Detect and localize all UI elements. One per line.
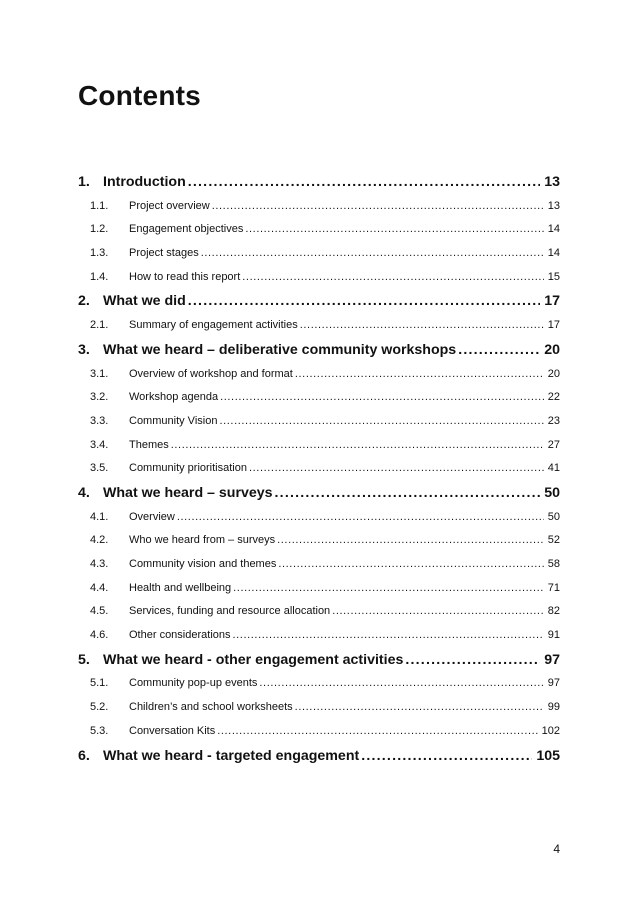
toc-entry-page: 97 [544,651,560,668]
toc-section-4[interactable] [78,481,560,506]
toc-entry-number: 5.3. [90,724,109,737]
toc-entry-label: Project overview [129,199,210,212]
toc-leader-dots [249,457,544,481]
toc-leader-dots [233,577,544,601]
toc-entry-label: Health and wellbeing [129,581,232,594]
toc-subsection-1-2[interactable] [78,218,560,242]
toc-subsection-4-5[interactable] [78,600,560,624]
toc-entry-number: 3.1. [90,367,109,380]
toc-entry-page: 17 [547,319,560,332]
toc-entry-label: Who we heard from – surveys [129,534,276,547]
toc-entry-number: 5.1. [90,677,109,690]
toc-leader-dots [405,648,540,673]
toc-entry-page: 50 [547,510,560,523]
toc-leader-dots [275,481,541,506]
toc-entry-label: Overview [129,510,175,523]
toc-entry-number: 1.2. [90,223,109,236]
toc-leader-dots [361,744,532,769]
toc-subsection-4-4[interactable] [78,577,560,601]
toc-entry-page: 71 [547,581,560,594]
toc-entry-label: Community Vision [129,414,218,427]
toc-entry-number: 1.1. [90,199,109,212]
toc-entry-page: 23 [547,414,560,427]
toc-leader-dots [300,314,544,338]
toc-entry-label: What we heard - targeted engagement [103,747,360,764]
toc-leader-dots [220,386,544,410]
toc-entry-page: 20 [544,341,560,358]
toc-leader-dots [277,529,544,553]
toc-leader-dots [259,672,543,696]
toc-entry-label: What we did [103,293,186,310]
toc-entry-number: 4.5. [90,605,109,618]
toc-entry-number: 3.4. [90,438,109,451]
toc-entry-label: Services, funding and resource allocation [129,605,331,618]
toc-entry-number: 5.2. [90,701,109,714]
toc-entry-number: 3.2. [90,391,109,404]
toc-leader-dots [188,289,540,314]
toc-section-3[interactable] [78,338,560,363]
toc-subsection-4-3[interactable] [78,553,560,577]
toc-entry-label: Community pop-up events [129,677,258,690]
toc-subsection-3-4[interactable] [78,434,560,458]
toc-leader-dots [177,506,544,530]
toc-entry-page: 41 [547,462,560,475]
toc-entry-number: 4.6. [90,629,109,642]
toc-subsection-5-2[interactable] [78,696,560,720]
toc-leader-dots [219,410,543,434]
toc-entry-number: 1.4. [90,270,109,283]
toc-entry-page: 50 [544,484,560,501]
toc-entry-label: Workshop agenda [129,391,219,404]
toc-entry-number: 2.1. [90,319,109,332]
toc-entry-number: 3.3. [90,414,109,427]
toc-subsection-3-3[interactable] [78,410,560,434]
toc-entry-label: What we heard – deliberative community workshops [103,341,457,358]
toc-entry-page: 20 [547,367,560,380]
toc-leader-dots [242,266,543,290]
toc-leader-dots [245,218,543,242]
toc-entry-number: 3. [78,341,90,358]
toc-leader-dots [278,553,543,577]
toc-entry-page: 17 [544,293,560,310]
toc-entry-page: 14 [547,247,560,260]
toc-section-2[interactable] [78,289,560,314]
toc-subsection-5-1[interactable] [78,672,560,696]
toc-leader-dots [332,600,544,624]
toc-entry-number: 4.3. [90,558,109,570]
toc-leader-dots [201,242,544,266]
toc-entry-label: Introduction [103,174,186,190]
table-of-contents [78,170,560,768]
toc-entry-label: What we heard - other engagement activities [103,651,404,668]
toc-entry-number: 4. [78,484,90,501]
toc-entry-page: 52 [547,534,560,547]
toc-entry-number: 3.5. [90,462,109,475]
toc-subsection-5-3[interactable] [78,720,560,744]
toc-entry-label: Summary of engagement activities [129,319,298,332]
toc-entry-label: Themes [129,438,169,451]
toc-entry-number: 1. [78,174,90,190]
page-title: Contents [78,80,201,111]
toc-entry-page: 14 [547,223,560,236]
toc-entry-page: 97 [547,677,560,690]
toc-subsection-3-5[interactable] [78,457,560,481]
toc-entry-label: Conversation Kits [129,724,216,737]
toc-entry-page: 105 [536,747,560,764]
toc-entry-page: 27 [547,438,560,451]
toc-entry-page: 22 [547,391,560,404]
toc-leader-dots [233,624,544,648]
toc-subsection-4-2[interactable] [78,529,560,553]
toc-subsection-3-2[interactable] [78,386,560,410]
toc-subsection-4-6[interactable] [78,624,560,648]
toc-section-5[interactable] [78,648,560,673]
toc-entry-page: 13 [547,199,560,212]
toc-subsection-1-3[interactable] [78,242,560,266]
toc-entry-label: Other considerations [129,629,231,642]
page-number: 4 [553,842,560,856]
toc-entry-label: Overview of workshop and format [129,367,293,380]
toc-entry-number: 4.1. [90,510,109,523]
toc-entry-number: 4.4. [90,581,109,594]
toc-subsection-4-1[interactable] [78,506,560,530]
toc-entry-number: 2. [78,293,90,310]
toc-entry-label: Community prioritisation [129,462,247,475]
toc-entry-label: Project stages [129,247,199,260]
toc-entry-label: Children’s and school worksheets [129,701,293,714]
toc-subsection-2-1[interactable] [78,314,560,338]
toc-section-6[interactable] [78,744,560,769]
toc-entry-label: What we heard – surveys [103,484,273,501]
toc-leader-dots [212,195,544,219]
toc-entry-number: 1.3. [90,247,109,260]
toc-entry-label: Community vision and themes [129,558,277,570]
toc-entry-page: 91 [547,629,560,642]
toc-subsection-1-4[interactable] [78,266,560,290]
toc-entry-page: 13 [544,174,560,190]
toc-leader-dots [295,363,544,387]
toc-entry-page: 99 [547,701,560,714]
toc-entry-number: 4.2. [90,534,109,547]
toc-entry-page: 15 [547,270,560,283]
toc-subsection-1-1[interactable] [78,195,560,219]
toc-entry-page: 82 [547,605,560,618]
toc-leader-dots [458,338,540,363]
toc-entry-page: 102 [541,724,560,737]
toc-entry-number: 6. [78,747,90,764]
toc-section-1[interactable] [78,170,560,195]
toc-leader-dots [217,720,537,744]
toc-leader-dots [188,170,540,195]
toc-entry-page: 58 [547,558,560,570]
toc-subsection-3-1[interactable] [78,363,560,387]
toc-entry-label: Engagement objectives [129,223,244,236]
toc-leader-dots [171,434,544,458]
toc-entry-number: 5. [78,651,90,668]
toc-leader-dots [295,696,544,720]
toc-entry-label: How to read this report [129,270,241,283]
